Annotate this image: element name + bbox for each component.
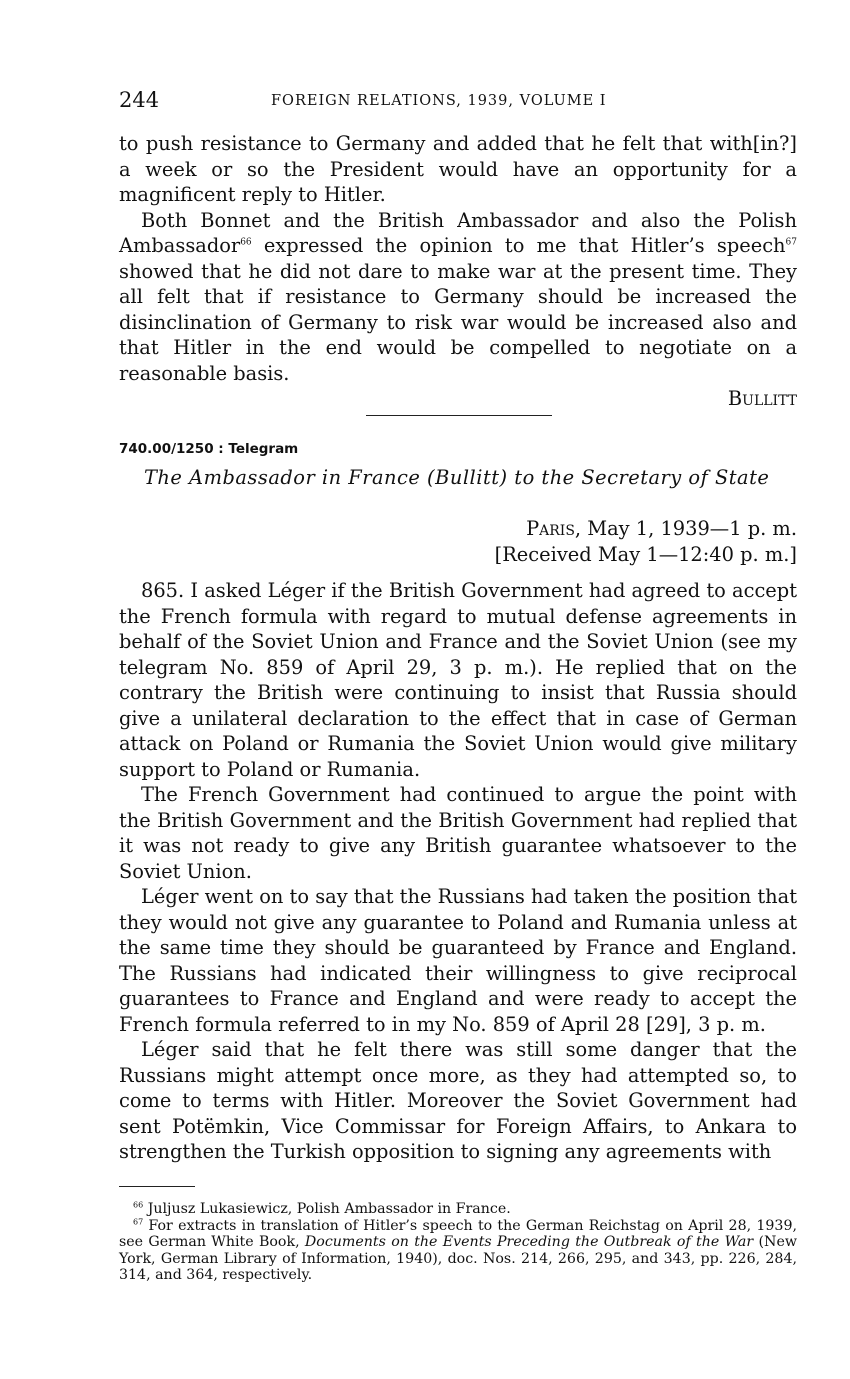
received-line: [Received May 1—12:40 p. m.] — [494, 542, 797, 566]
signature: Bullitt — [727, 387, 797, 410]
date: May 1, 1939—1 p. m. — [581, 517, 797, 540]
dateline — [495, 516, 797, 567]
paragraph: The French Government had continued to argue the point with the British Government and the British Government had replied that it was not ready to give any British guarantee whatsoever to the Soviet Union. — [119, 783, 797, 883]
footnotes — [119, 1201, 797, 1284]
file-code: 740.00/1250 : Telegram — [119, 441, 299, 457]
paragraph: Both Bonnet and the British Ambassador and also the Polish Ambassador$^{66}$ expressed the opinion to me that Hitler’s speech$^{67}$ showed that he did not dare to make war at the present time. They all felt that if resistance to Germany should be increased the disinclination of Germany to risk war would be increased also and that Hitler in the end would be compelled to negotiate on a reasonable basis. — [119, 208, 797, 385]
paragraph: to push resistance to Germany and added that he felt that with[in?] a week or so the President would have an opportunity for a magnificent reply to Hitler. — [119, 132, 797, 206]
paragraph: Léger said that he felt there was still some danger that the Russians might attempt once more, as they had attempted so, to come to terms with Hitler. Moreover the Soviet Government had sent Potëmkin, Vice Commissar for Foreign Affairs, to Ankara to strengthen the Turkish opposition to signing any agreements with — [119, 1038, 797, 1163]
footnote-ref: 66 — [240, 237, 252, 248]
footnote-66: $^{66}$ Juljusz Lukasiewicz, Polish Ambassador in France. — [133, 1200, 511, 1217]
telegram-body — [119, 578, 797, 1165]
continued-text — [119, 131, 797, 412]
place: Paris, — [526, 517, 582, 540]
page-header — [119, 88, 797, 116]
footnote-divider — [119, 1186, 195, 1187]
running-title: FOREIGN RELATIONS, 1939, VOLUME I — [271, 93, 607, 109]
section-divider — [366, 415, 552, 416]
page-number: 244 — [119, 88, 160, 112]
document-title: The Ambassador in France (Bullitt) to the Secretary of State — [144, 466, 770, 489]
footnote-ref: 67 — [785, 237, 797, 248]
paragraph: Léger went on to say that the Russians had taken the position that they would not give any guarantee to Poland and Rumania unless at the same time they should be guaranteed by France and England. The Russians had indicated their willingness to give reciprocal guarantees to France and England and were ready to accept the French formula referred to in my No. 859 of April 28 [29], 3 p. m. — [119, 885, 797, 1036]
footnote-67: $^{67}$ For extracts in translation of Hitler’s speech to the German Reichstag on April 28, 1939, see German White Book, Documents on the Events Preceding the Outbreak of the War (New York, German Library of Information, 1940), doc. Nos. 214, 266, 295, and 343, pp. 226, 284, 314, and 364, respectively. — [119, 1216, 798, 1284]
paragraph: 865. I asked Léger if the British Government had agreed to accept the French formula with regard to mutual defense agreements in behalf of the Soviet Union and France and the Soviet Union (see my telegram No. 859 of April 29, 3 p. m.). He replied that on the contrary the British were continuing to insist that Russia should give a unilateral declaration to the effect that in case of German attack on Poland or Rumania the Soviet Union would give military support to Poland or Rumania. — [119, 579, 797, 781]
